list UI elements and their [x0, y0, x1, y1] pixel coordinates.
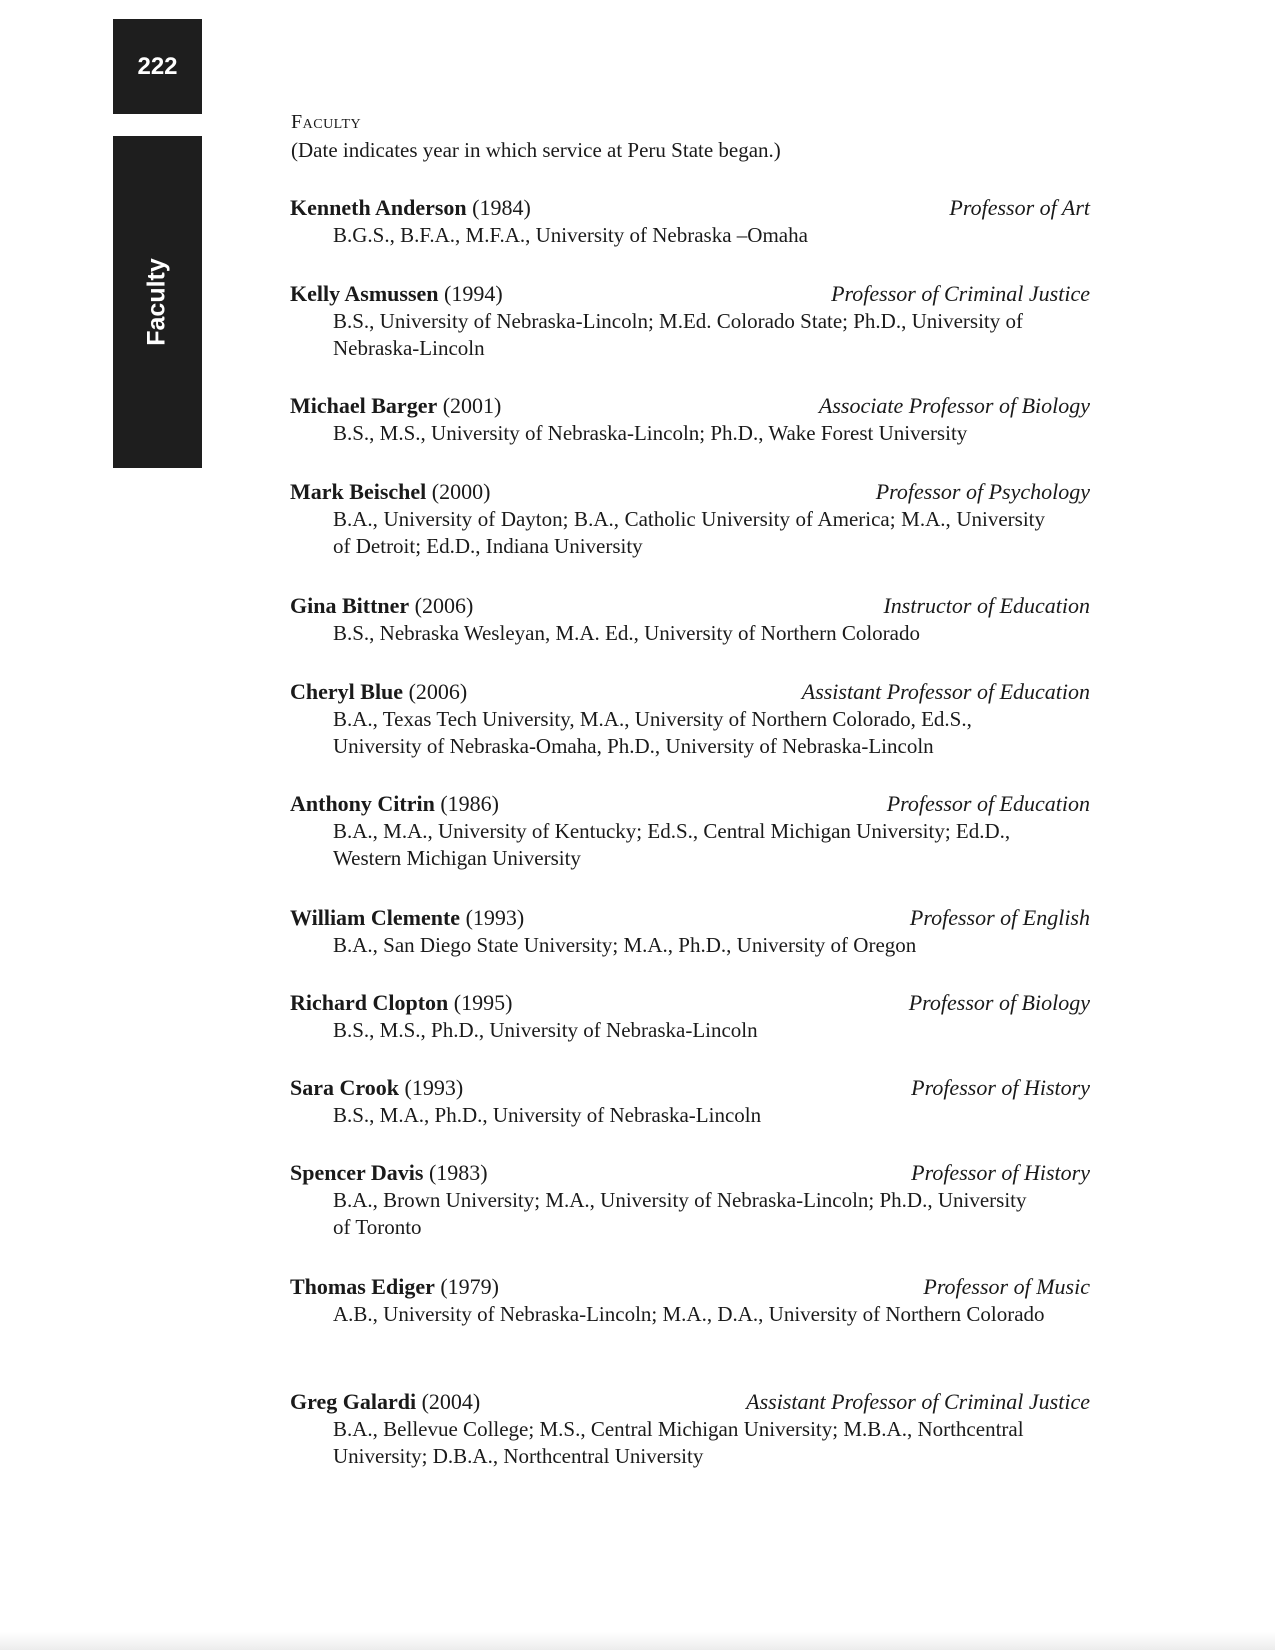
- entry-head: [290, 477, 1090, 506]
- entry-head: [290, 391, 1090, 420]
- faculty-title: Professor of Education: [886, 791, 1090, 816]
- entry-head: [290, 193, 1090, 222]
- faculty-name: Anthony Citrin: [290, 791, 435, 816]
- faculty-entry: [290, 1073, 1090, 1129]
- faculty-title: Assistant Professor of Criminal Justice: [746, 1389, 1090, 1414]
- entry-head: [290, 591, 1090, 620]
- faculty-name: Mark Beischel: [290, 479, 427, 504]
- page-title: Faculty: [291, 111, 362, 133]
- faculty-entry: [290, 477, 1090, 560]
- entry-head: [290, 903, 1090, 932]
- faculty-year: (1993): [465, 905, 525, 930]
- faculty-entry: [290, 1272, 1090, 1328]
- faculty-year: (1983): [428, 1160, 488, 1185]
- faculty-entry: [290, 903, 1090, 959]
- page-number-tab: [113, 19, 202, 114]
- faculty-name: Michael Barger: [290, 393, 438, 418]
- faculty-degrees: B.A., University of Dayton; B.A., Catholic University of America; M.A., University of Detroit; Ed.D., Indiana University: [333, 507, 1045, 558]
- faculty-title: Professor of Biology: [908, 990, 1090, 1015]
- faculty-title: Professor of Criminal Justice: [831, 281, 1090, 306]
- faculty-degrees: B.A., San Diego State University; M.A., Ph.D., University of Oregon: [333, 933, 917, 957]
- faculty-entry: [290, 1158, 1090, 1241]
- page-bottom-shade: [0, 1632, 1275, 1650]
- faculty-name: William Clemente: [290, 905, 461, 930]
- faculty-entry: [290, 1387, 1090, 1470]
- faculty-year: (2001): [442, 393, 502, 418]
- faculty-entry: [290, 789, 1090, 872]
- faculty-year: (1979): [440, 1274, 500, 1299]
- faculty-name: Kelly Asmussen: [290, 281, 439, 306]
- entry-head: [290, 1158, 1090, 1187]
- entry-head: [290, 988, 1090, 1017]
- entry-head: [290, 1387, 1090, 1416]
- faculty-title: Professor of Psychology: [875, 479, 1090, 504]
- faculty-entry: [290, 988, 1090, 1044]
- faculty-degrees: B.S., M.S., Ph.D., University of Nebraska-Lincoln: [333, 1018, 758, 1042]
- faculty-degrees: B.A., M.A., University of Kentucky; Ed.S., Central Michigan University; Ed.D., Western Michigan University: [333, 819, 1011, 870]
- entry-head: [290, 1272, 1090, 1301]
- faculty-degrees: B.S., University of Nebraska-Lincoln; M.Ed. Colorado State; Ph.D., University of Nebraska-Lincoln: [333, 309, 1023, 360]
- faculty-name: Gina Bittner: [290, 593, 410, 618]
- faculty-entry: [290, 391, 1090, 447]
- faculty-title: Professor of History: [911, 1160, 1090, 1185]
- section-tab-label: Faculty: [142, 258, 171, 346]
- faculty-name: Spencer Davis: [290, 1160, 424, 1185]
- faculty-name: Sara Crook: [290, 1075, 399, 1100]
- faculty-year: (2006): [414, 593, 474, 618]
- faculty-year: (2000): [431, 479, 491, 504]
- page-number: 222: [137, 52, 178, 80]
- faculty-degrees: B.S., Nebraska Wesleyan, M.A. Ed., University of Northern Colorado: [333, 621, 920, 645]
- faculty-degrees: A.B., University of Nebraska-Lincoln; M.A., D.A., University of Northern Colorado: [333, 1302, 1045, 1326]
- faculty-entry: [290, 591, 1090, 647]
- entry-head: [290, 1073, 1090, 1102]
- faculty-title: Instructor of Education: [883, 593, 1090, 618]
- faculty-degrees: B.G.S., B.F.A., M.F.A., University of Nebraska –Omaha: [333, 223, 808, 247]
- entry-head: [290, 789, 1090, 818]
- faculty-title: Associate Professor of Biology: [818, 393, 1090, 418]
- faculty-title: Professor of History: [911, 1075, 1090, 1100]
- faculty-year: (1984): [472, 195, 531, 220]
- faculty-title: Assistant Professor of Education: [801, 679, 1090, 704]
- faculty-year: (1995): [453, 990, 513, 1015]
- faculty-year: (1993): [404, 1075, 464, 1100]
- faculty-name: Thomas Ediger: [290, 1274, 435, 1299]
- faculty-name: Greg Galardi: [290, 1389, 417, 1414]
- faculty-entry: [290, 279, 1090, 362]
- faculty-name: Cheryl Blue: [290, 679, 404, 704]
- faculty-name: Kenneth Anderson: [290, 195, 467, 220]
- faculty-year: (1986): [440, 791, 500, 816]
- faculty-title: Professor of English: [909, 905, 1090, 930]
- page-note: (Date indicates year in which service at Peru State began.): [291, 138, 781, 162]
- faculty-year: (2004): [421, 1389, 481, 1414]
- entry-head: [290, 677, 1090, 706]
- faculty-title: Professor of Music: [923, 1274, 1090, 1299]
- faculty-name: Richard Clopton: [290, 990, 449, 1015]
- faculty-year: (2006): [408, 679, 468, 704]
- faculty-degrees: B.S., M.S., University of Nebraska-Lincoln; Ph.D., Wake Forest University: [333, 421, 968, 445]
- entry-head: [290, 279, 1090, 308]
- faculty-degrees: B.S., M.A., Ph.D., University of Nebraska-Lincoln: [333, 1103, 762, 1127]
- faculty-degrees: B.A., Texas Tech University, M.A., University of Northern Colorado, Ed.S., University of Nebraska-Omaha, Ph.D., University of Nebraska-Lincoln: [333, 707, 972, 758]
- faculty-title: Professor of Art: [949, 195, 1090, 220]
- faculty-entry: [290, 677, 1090, 760]
- faculty-entry: [290, 193, 1090, 249]
- section-tab: [113, 136, 202, 468]
- faculty-degrees: B.A., Brown University; M.A., University of Nebraska-Lincoln; Ph.D., University of Toronto: [333, 1188, 1027, 1239]
- faculty-year: (1994): [444, 281, 503, 306]
- faculty-degrees: B.A., Bellevue College; M.S., Central Michigan University; M.B.A., Northcentral University; D.B.A., Northcentral University: [333, 1417, 1024, 1468]
- page-header: [291, 108, 781, 164]
